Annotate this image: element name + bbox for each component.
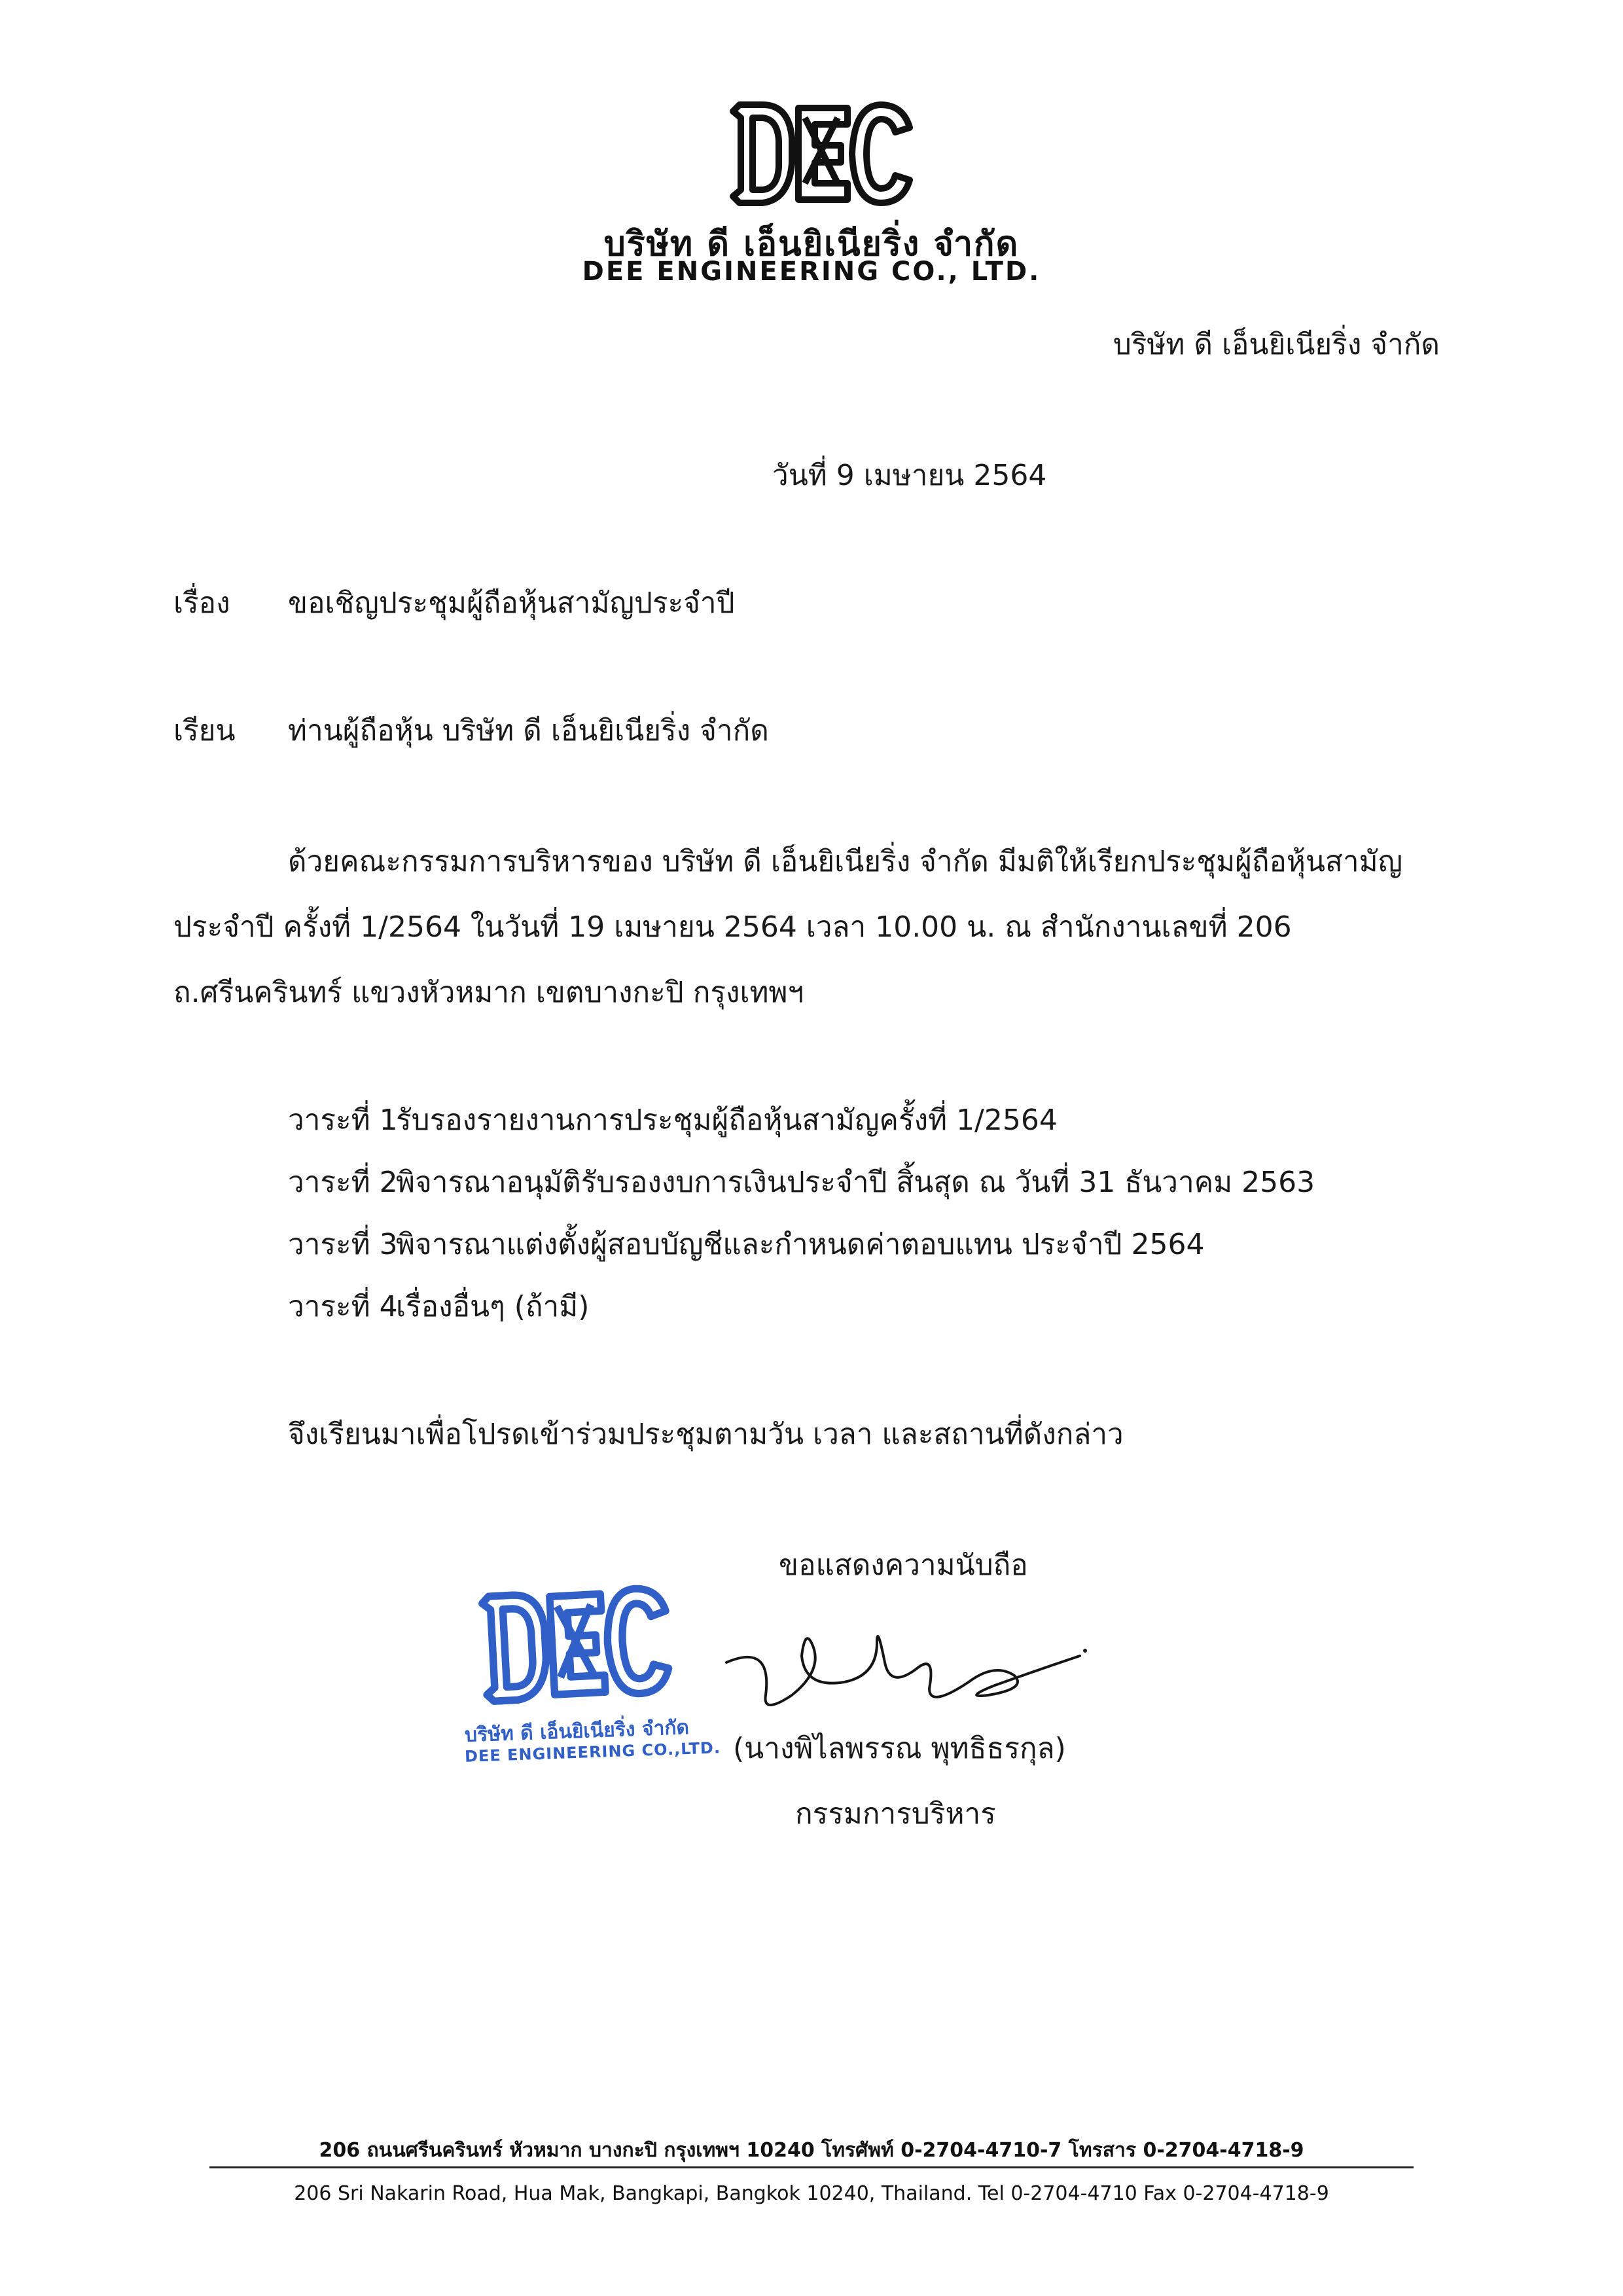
agenda-item [288, 1168, 1315, 1197]
footer-divider [209, 2166, 1414, 2168]
agenda-label: วาระที่ 1 [288, 1103, 398, 1137]
closing-line: จึงเรียนมาเพื่อโปรดเข้าร่วมประชุมตามวัน เวลา และสถานที่ดังกล่าว [288, 1418, 1124, 1451]
stamp-logo [478, 1577, 674, 1715]
regards: ขอแสดงความนับถือ [779, 1549, 1028, 1582]
agenda-item [288, 1290, 590, 1323]
letter-date: วันที่ 9 เมษายน 2564 [772, 459, 1047, 492]
paragraph-line: ถ.ศรีนครินทร์ แขวงหัวหมาก เขตบางกะปิ กรุงเทพฯ [173, 976, 804, 1009]
paragraph-line: ด้วยคณะกรรมการบริหารของ บริษัท ดี เอ็นยิเนียริ่ง จำกัด มีมติให้เรียกประชุมผู้ถือหุ้นสามัญ [288, 845, 1403, 878]
stamp-company-eng: DEE ENGINEERING CO.,LTD. [464, 1738, 721, 1766]
paragraph-line: ประจำปี ครั้งที่ 1/2564 ในวันที่ 19 เมษายน 2564 เวลา 10.00 น. ณ สำนักงานเลขที่ 206 [173, 910, 1292, 944]
stamp-company-thai: บริษัท ดี เอ็นยิเนียริ่ง จำกัด [464, 1715, 690, 1747]
footer-address-eng: 206 Sri Nakarin Road, Hua Mak, Bangkapi, Bangkok 10240, Thailand. Tel 0-2704-4710 Fax 0-2704-4718-9 [294, 2182, 1329, 2205]
signature [713, 1617, 1093, 1715]
company-stamp [464, 1577, 721, 1774]
agenda-label: วาระที่ 2 [288, 1166, 398, 1199]
agenda-text: พิจารณาแต่งตั้งผู้สอบบัญชีและกำหนดค่าตอบแทน ประจำปี 2564 [396, 1228, 1205, 1261]
to-label: เรียน [173, 714, 236, 747]
signer-name: (นางพิไลพรรณ พุทธิธรกุล) [733, 1732, 1066, 1765]
letterhead-company-eng: DEE ENGINEERING CO., LTD. [582, 257, 1041, 287]
agenda-item [288, 1103, 1058, 1137]
agenda-item [288, 1230, 1204, 1259]
recipient-company: บริษัท ดี เอ็นยิเนียริ่ง จำกัด [1113, 328, 1440, 361]
agenda-label: วาระที่ 3 [288, 1228, 398, 1261]
subject-label: เรื่อง [173, 586, 230, 620]
subject-text: ขอเชิญประชุมผู้ถือหุ้นสามัญประจำปี [288, 586, 735, 620]
signer-title: กรรมการบริหาร [795, 1797, 996, 1831]
letterhead-company-thai: บริษัท ดี เอ็นยิเนียริ่ง จำกัด [603, 224, 1020, 264]
agenda-text: เรื่องอื่นๆ (ถ้ามี) [396, 1290, 590, 1323]
company-logo [726, 98, 916, 209]
agenda-label: วาระที่ 4 [288, 1290, 398, 1323]
agenda-text: รับรองรายงานการประชุมผู้ถือหุ้นสามัญครั้งที่ 1/2564 [396, 1103, 1058, 1137]
agenda-text: พิจารณาอนุมัติรับรองงบการเงินประจำปี สิ้นสุด ณ วันที่ 31 ธันวาคม 2563 [396, 1166, 1315, 1199]
to-text: ท่านผู้ถือหุ้น บริษัท ดี เอ็นยิเนียริ่ง จำกัด [288, 714, 769, 747]
footer-address-thai: 206 ถนนศรีนครินทร์ หัวหมาก บางกะปิ กรุงเทพฯ 10240 โทรศัพท์ 0-2704-4710-7 โทรสาร 0-2704-4718-9 [319, 2139, 1304, 2162]
